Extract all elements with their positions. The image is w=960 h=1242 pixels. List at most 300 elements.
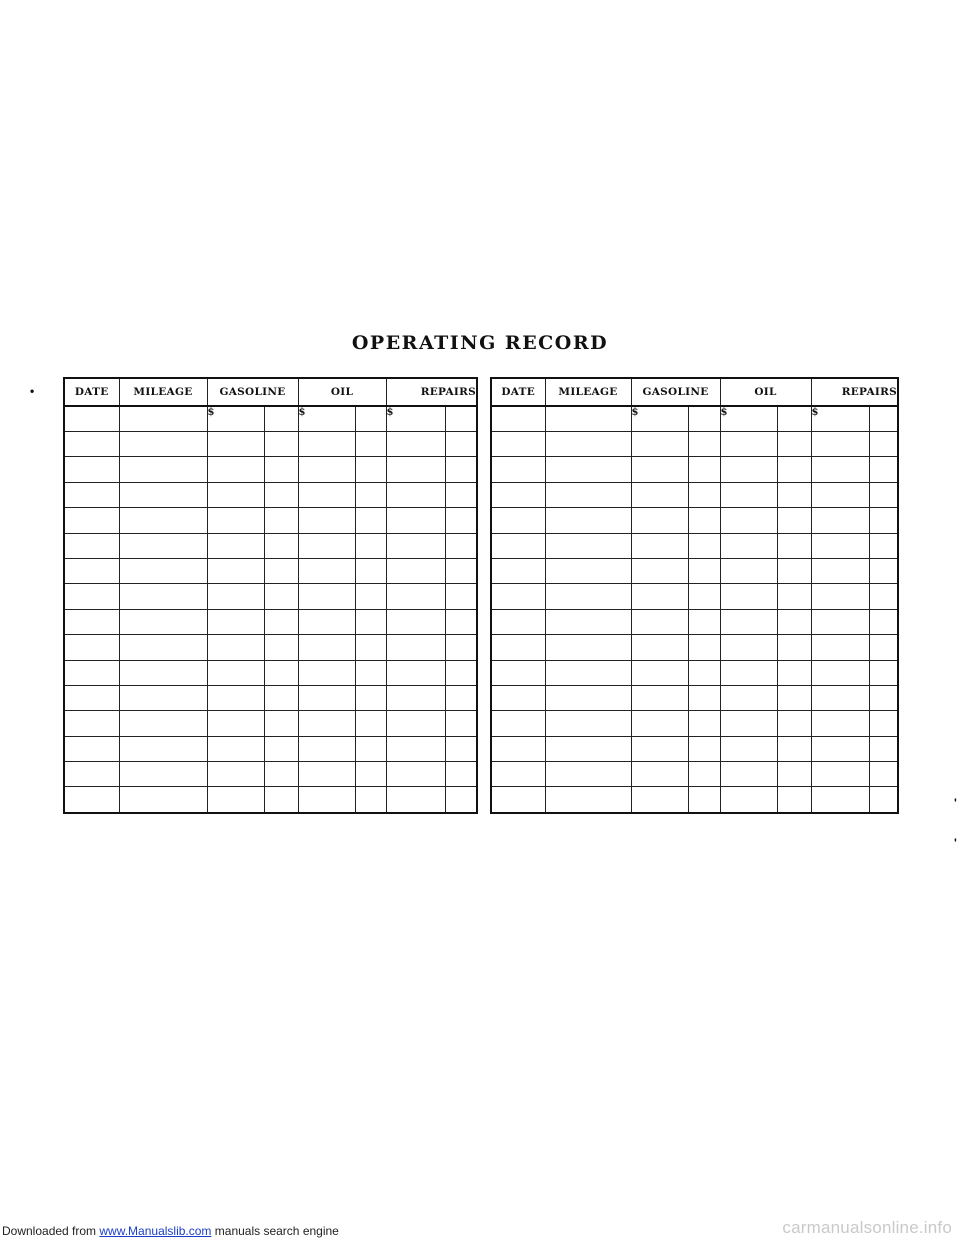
page-title: OPERATING RECORD xyxy=(351,332,609,354)
mileage-cell[interactable] xyxy=(545,584,631,609)
repairs-dollar-cell[interactable] xyxy=(811,736,869,761)
table-row xyxy=(64,533,477,558)
repairs-cents-cell[interactable] xyxy=(445,457,477,482)
oil-dollar-cell[interactable] xyxy=(720,609,777,634)
gasoline-cents-cell[interactable] xyxy=(264,432,298,457)
repairs-header: REPAIRS xyxy=(386,378,477,406)
oil-cents-cell[interactable] xyxy=(355,660,386,685)
gasoline-cents-cell[interactable] xyxy=(688,533,720,558)
table-row xyxy=(491,609,898,634)
repairs-cents-cell[interactable] xyxy=(445,609,477,634)
oil-cents-cell[interactable] xyxy=(777,558,811,583)
oil-cents-cell[interactable] xyxy=(777,635,811,660)
table-row xyxy=(64,508,477,533)
gasoline-dollar-cell[interactable] xyxy=(207,558,264,583)
repairs-cents-cell[interactable] xyxy=(869,711,898,736)
gasoline-cents-cell[interactable] xyxy=(264,787,298,813)
mileage-cell[interactable] xyxy=(545,685,631,710)
date-cell[interactable] xyxy=(491,609,545,634)
oil-cents-cell[interactable] xyxy=(355,711,386,736)
gasoline-dollar-cell[interactable] xyxy=(207,660,264,685)
repairs-cents-cell[interactable] xyxy=(869,432,898,457)
date-cell[interactable] xyxy=(491,457,545,482)
repairs-cents-cell[interactable] xyxy=(869,762,898,787)
repairs-dollar-cell[interactable] xyxy=(386,685,445,710)
oil-cents-cell[interactable] xyxy=(355,432,386,457)
gasoline-cents-cell[interactable] xyxy=(688,584,720,609)
oil-dollar-cell[interactable] xyxy=(298,787,355,813)
date-cell[interactable] xyxy=(491,685,545,710)
mileage-header: MILEAGE xyxy=(545,378,631,406)
repairs-dollar-cell[interactable] xyxy=(386,762,445,787)
oil-cents-cell[interactable] xyxy=(355,762,386,787)
oil-cents-cell[interactable] xyxy=(777,711,811,736)
gasoline-dollar-cell[interactable] xyxy=(207,711,264,736)
oil-dollar-cell[interactable] xyxy=(298,762,355,787)
repairs-dollar-cell[interactable] xyxy=(811,457,869,482)
mileage-cell[interactable] xyxy=(545,533,631,558)
date-cell[interactable] xyxy=(64,457,119,482)
repairs-dollar-cell[interactable] xyxy=(386,457,445,482)
oil-dollar-cell[interactable] xyxy=(720,584,777,609)
repairs-dollar-cell[interactable] xyxy=(811,635,869,660)
repairs-cents-cell[interactable] xyxy=(445,660,477,685)
date-cell[interactable] xyxy=(64,685,119,710)
repairs-cents-cell[interactable] xyxy=(445,558,477,583)
mileage-cell[interactable] xyxy=(119,762,207,787)
repairs-cents-cell[interactable] xyxy=(445,432,477,457)
oil-cents-cell[interactable] xyxy=(355,406,386,432)
table-row xyxy=(64,711,477,736)
oil-dollar-cell[interactable] xyxy=(298,660,355,685)
repairs-dollar-cell[interactable] xyxy=(811,482,869,507)
repairs-dollar-cell[interactable] xyxy=(386,533,445,558)
date-cell[interactable] xyxy=(64,533,119,558)
gasoline-cents-cell[interactable] xyxy=(688,787,720,813)
oil-cents-cell[interactable] xyxy=(355,508,386,533)
date-header: DATE xyxy=(491,378,545,406)
mileage-cell[interactable] xyxy=(119,584,207,609)
oil-cents-cell[interactable] xyxy=(777,508,811,533)
date-cell[interactable] xyxy=(491,711,545,736)
oil-cents-cell[interactable] xyxy=(777,762,811,787)
oil-dollar-cell[interactable] xyxy=(720,635,777,660)
repairs-cents-cell[interactable] xyxy=(869,660,898,685)
repairs-dollar-cell[interactable] xyxy=(386,508,445,533)
date-cell[interactable] xyxy=(64,736,119,761)
repairs-cents-cell[interactable] xyxy=(869,609,898,634)
repairs-cents-cell[interactable] xyxy=(869,508,898,533)
date-cell[interactable] xyxy=(64,762,119,787)
repairs-cents-cell[interactable] xyxy=(445,685,477,710)
table-row xyxy=(64,482,477,507)
gasoline-cents-cell[interactable] xyxy=(264,584,298,609)
oil-dollar-cell[interactable] xyxy=(720,762,777,787)
gasoline-dollar-cell[interactable] xyxy=(207,457,264,482)
gasoline-dollar-cell[interactable] xyxy=(631,558,688,583)
date-cell[interactable] xyxy=(64,558,119,583)
repairs-header: REPAIRS xyxy=(811,378,898,406)
oil-cents-cell[interactable] xyxy=(355,787,386,813)
gasoline-cents-cell[interactable] xyxy=(264,736,298,761)
oil-dollar-cell[interactable] xyxy=(720,685,777,710)
mileage-cell[interactable] xyxy=(545,406,631,432)
gasoline-dollar-cell[interactable] xyxy=(207,508,264,533)
gasoline-cents-cell[interactable] xyxy=(688,457,720,482)
oil-dollar-cell[interactable] xyxy=(298,609,355,634)
oil-dollar-cell[interactable] xyxy=(720,558,777,583)
gasoline-dollar-cell[interactable] xyxy=(631,711,688,736)
oil-dollar-cell[interactable]: $ xyxy=(720,406,777,432)
table-row xyxy=(491,558,898,583)
date-cell[interactable] xyxy=(491,584,545,609)
oil-dollar-cell[interactable] xyxy=(298,482,355,507)
oil-dollar-cell[interactable] xyxy=(720,660,777,685)
gasoline-cents-cell[interactable] xyxy=(688,685,720,710)
gasoline-dollar-cell[interactable] xyxy=(207,584,264,609)
table-row xyxy=(491,711,898,736)
oil-cents-cell[interactable] xyxy=(777,660,811,685)
operating-record-table-right xyxy=(490,377,899,814)
repairs-dollar-cell[interactable] xyxy=(386,558,445,583)
date-cell[interactable] xyxy=(491,406,545,432)
gasoline-dollar-cell[interactable] xyxy=(631,660,688,685)
header-row xyxy=(64,378,477,406)
repairs-dollar-cell[interactable] xyxy=(811,584,869,609)
gasoline-cents-cell[interactable] xyxy=(688,711,720,736)
repairs-cents-cell[interactable] xyxy=(445,635,477,660)
gasoline-dollar-cell[interactable] xyxy=(631,457,688,482)
repairs-cents-cell[interactable] xyxy=(445,482,477,507)
gasoline-cents-cell[interactable] xyxy=(264,685,298,710)
operating-record-table-left xyxy=(63,377,478,814)
table-row xyxy=(491,736,898,761)
gasoline-cents-cell[interactable] xyxy=(688,736,720,761)
mileage-cell[interactable] xyxy=(545,736,631,761)
mileage-cell[interactable] xyxy=(119,432,207,457)
table-row xyxy=(491,635,898,660)
download-footer xyxy=(2,1224,339,1238)
date-cell[interactable] xyxy=(64,482,119,507)
oil-dollar-cell[interactable] xyxy=(720,711,777,736)
date-header: DATE xyxy=(64,378,119,406)
oil-dollar-cell[interactable] xyxy=(720,736,777,761)
date-cell[interactable] xyxy=(64,711,119,736)
table-row xyxy=(491,432,898,457)
table-row xyxy=(491,482,898,507)
mileage-cell[interactable] xyxy=(545,558,631,583)
oil-dollar-cell[interactable] xyxy=(720,533,777,558)
date-cell[interactable] xyxy=(491,482,545,507)
mileage-cell[interactable] xyxy=(119,609,207,634)
gasoline-dollar-cell[interactable] xyxy=(631,635,688,660)
mileage-cell[interactable] xyxy=(545,635,631,660)
mileage-cell[interactable] xyxy=(119,457,207,482)
mileage-cell[interactable] xyxy=(119,660,207,685)
table-row xyxy=(491,457,898,482)
table-row xyxy=(64,558,477,583)
repairs-cents-cell[interactable] xyxy=(445,762,477,787)
repairs-cents-cell[interactable] xyxy=(445,508,477,533)
repairs-dollar-cell[interactable] xyxy=(386,660,445,685)
date-cell[interactable] xyxy=(491,787,545,813)
gasoline-dollar-cell[interactable] xyxy=(207,685,264,710)
gasoline-dollar-cell[interactable] xyxy=(631,609,688,634)
oil-cents-cell[interactable] xyxy=(355,609,386,634)
date-cell[interactable] xyxy=(491,558,545,583)
table-row xyxy=(64,584,477,609)
mileage-cell[interactable] xyxy=(119,533,207,558)
gasoline-cents-cell[interactable] xyxy=(264,533,298,558)
gasoline-dollar-cell[interactable] xyxy=(631,432,688,457)
oil-dollar-cell[interactable] xyxy=(298,736,355,761)
margin-mark: ' xyxy=(954,796,957,810)
repairs-dollar-cell[interactable] xyxy=(386,711,445,736)
repairs-dollar-cell[interactable] xyxy=(811,533,869,558)
gasoline-dollar-cell[interactable] xyxy=(207,432,264,457)
gasoline-dollar-cell[interactable] xyxy=(631,787,688,813)
repairs-cents-cell[interactable] xyxy=(869,736,898,761)
repairs-cents-cell[interactable] xyxy=(445,711,477,736)
gasoline-cents-cell[interactable] xyxy=(688,660,720,685)
repairs-dollar-cell[interactable] xyxy=(386,787,445,813)
gasoline-cents-cell[interactable] xyxy=(688,558,720,583)
mileage-cell[interactable] xyxy=(119,711,207,736)
gasoline-dollar-cell[interactable] xyxy=(207,533,264,558)
gasoline-cents-cell[interactable] xyxy=(688,508,720,533)
repairs-dollar-cell[interactable] xyxy=(386,609,445,634)
oil-dollar-cell[interactable] xyxy=(298,584,355,609)
oil-cents-cell[interactable] xyxy=(355,533,386,558)
oil-dollar-cell[interactable] xyxy=(720,508,777,533)
date-cell[interactable] xyxy=(491,508,545,533)
table-row xyxy=(491,660,898,685)
oil-cents-cell[interactable] xyxy=(777,482,811,507)
mileage-cell[interactable] xyxy=(119,406,207,432)
repairs-cents-cell[interactable] xyxy=(869,584,898,609)
date-cell[interactable] xyxy=(64,584,119,609)
repairs-dollar-cell[interactable] xyxy=(386,482,445,507)
oil-dollar-cell[interactable] xyxy=(720,787,777,813)
oil-dollar-cell[interactable] xyxy=(298,558,355,583)
gasoline-cents-cell[interactable] xyxy=(688,432,720,457)
gasoline-dollar-cell[interactable] xyxy=(207,635,264,660)
date-cell[interactable] xyxy=(491,432,545,457)
repairs-dollar-cell[interactable] xyxy=(811,787,869,813)
repairs-cents-cell[interactable] xyxy=(445,406,477,432)
oil-cents-cell[interactable] xyxy=(355,584,386,609)
footer-suffix: manuals search engine xyxy=(211,1224,339,1238)
gasoline-cents-cell[interactable] xyxy=(264,711,298,736)
gasoline-dollar-cell[interactable] xyxy=(207,762,264,787)
repairs-dollar-cell[interactable] xyxy=(811,685,869,710)
oil-dollar-cell[interactable] xyxy=(720,432,777,457)
mileage-cell[interactable] xyxy=(545,482,631,507)
date-cell[interactable] xyxy=(491,736,545,761)
mileage-header: MILEAGE xyxy=(119,378,207,406)
table-row xyxy=(491,787,898,813)
gasoline-dollar-cell[interactable] xyxy=(631,533,688,558)
dollar-row xyxy=(491,406,898,432)
gasoline-cents-cell[interactable] xyxy=(264,609,298,634)
mileage-cell[interactable] xyxy=(119,685,207,710)
table-row xyxy=(64,660,477,685)
repairs-cents-cell[interactable] xyxy=(869,482,898,507)
oil-cents-cell[interactable] xyxy=(777,736,811,761)
oil-dollar-cell[interactable] xyxy=(298,457,355,482)
oil-cents-cell[interactable] xyxy=(355,558,386,583)
mileage-cell[interactable] xyxy=(119,482,207,507)
manualslib-link[interactable]: www.Manualslib.com xyxy=(99,1224,212,1238)
gasoline-cents-cell[interactable] xyxy=(688,406,720,432)
date-cell[interactable] xyxy=(64,508,119,533)
gasoline-dollar-cell[interactable]: $ xyxy=(207,406,264,432)
mileage-cell[interactable] xyxy=(119,635,207,660)
oil-cents-cell[interactable] xyxy=(777,457,811,482)
gasoline-cents-cell[interactable] xyxy=(264,635,298,660)
repairs-cents-cell[interactable] xyxy=(869,685,898,710)
oil-dollar-cell[interactable] xyxy=(298,685,355,710)
table-row xyxy=(491,762,898,787)
date-cell[interactable] xyxy=(64,609,119,634)
gasoline-cents-cell[interactable] xyxy=(264,406,298,432)
gasoline-dollar-cell[interactable] xyxy=(631,762,688,787)
table-row xyxy=(64,762,477,787)
oil-cents-cell[interactable] xyxy=(777,533,811,558)
oil-cents-cell[interactable] xyxy=(777,406,811,432)
oil-dollar-cell[interactable] xyxy=(298,711,355,736)
gasoline-dollar-cell[interactable] xyxy=(207,482,264,507)
date-cell[interactable] xyxy=(491,762,545,787)
repairs-dollar-cell[interactable] xyxy=(386,584,445,609)
mileage-cell[interactable] xyxy=(545,457,631,482)
gasoline-cents-cell[interactable] xyxy=(264,508,298,533)
repairs-cents-cell[interactable] xyxy=(869,533,898,558)
table-row xyxy=(491,685,898,710)
gasoline-dollar-cell[interactable] xyxy=(207,609,264,634)
oil-dollar-cell[interactable] xyxy=(298,432,355,457)
mileage-cell[interactable] xyxy=(545,762,631,787)
footer-prefix: Downloaded from xyxy=(2,1224,100,1238)
oil-dollar-cell[interactable] xyxy=(298,635,355,660)
gasoline-dollar-cell[interactable] xyxy=(631,482,688,507)
repairs-cents-cell[interactable] xyxy=(445,584,477,609)
gasoline-dollar-cell[interactable] xyxy=(631,584,688,609)
oil-cents-cell[interactable] xyxy=(355,482,386,507)
margin-dot: • xyxy=(30,384,35,398)
gasoline-dollar-cell[interactable]: $ xyxy=(631,406,688,432)
repairs-dollar-cell[interactable] xyxy=(811,660,869,685)
table-row xyxy=(491,508,898,533)
oil-dollar-cell[interactable] xyxy=(298,508,355,533)
repairs-dollar-cell[interactable] xyxy=(811,508,869,533)
oil-cents-cell[interactable] xyxy=(355,736,386,761)
repairs-cents-cell[interactable] xyxy=(445,533,477,558)
mileage-cell[interactable] xyxy=(545,711,631,736)
gasoline-cents-cell[interactable] xyxy=(264,558,298,583)
gasoline-cents-cell[interactable] xyxy=(264,762,298,787)
repairs-dollar-cell[interactable] xyxy=(386,432,445,457)
date-cell[interactable] xyxy=(491,660,545,685)
table-row xyxy=(491,533,898,558)
repairs-cents-cell[interactable] xyxy=(869,406,898,432)
date-cell[interactable] xyxy=(64,635,119,660)
mileage-cell[interactable] xyxy=(545,432,631,457)
date-cell[interactable] xyxy=(64,787,119,813)
gasoline-dollar-cell[interactable] xyxy=(631,508,688,533)
gasoline-cents-cell[interactable] xyxy=(688,482,720,507)
repairs-dollar-cell[interactable] xyxy=(386,635,445,660)
repairs-dollar-cell[interactable] xyxy=(386,736,445,761)
repairs-cents-cell[interactable] xyxy=(445,736,477,761)
gasoline-cents-cell[interactable] xyxy=(264,482,298,507)
table-row xyxy=(64,432,477,457)
mileage-cell[interactable] xyxy=(545,508,631,533)
gasoline-dollar-cell[interactable] xyxy=(631,685,688,710)
oil-dollar-cell[interactable]: $ xyxy=(298,406,355,432)
oil-header: OIL xyxy=(298,378,386,406)
oil-cents-cell[interactable] xyxy=(355,685,386,710)
repairs-dollar-cell[interactable] xyxy=(811,609,869,634)
mileage-cell[interactable] xyxy=(119,558,207,583)
oil-dollar-cell[interactable] xyxy=(720,482,777,507)
mileage-cell[interactable] xyxy=(119,508,207,533)
repairs-cents-cell[interactable] xyxy=(445,787,477,813)
oil-cents-cell[interactable] xyxy=(777,584,811,609)
gasoline-dollar-cell[interactable] xyxy=(207,736,264,761)
mileage-cell[interactable] xyxy=(119,787,207,813)
date-cell[interactable] xyxy=(64,432,119,457)
oil-cents-cell[interactable] xyxy=(355,635,386,660)
repairs-dollar-cell[interactable]: $ xyxy=(811,406,869,432)
mileage-cell[interactable] xyxy=(545,660,631,685)
repairs-dollar-cell[interactable] xyxy=(811,558,869,583)
repairs-cents-cell[interactable] xyxy=(869,457,898,482)
gasoline-header: GASOLINE xyxy=(631,378,720,406)
gasoline-dollar-cell[interactable] xyxy=(631,736,688,761)
gasoline-cents-cell[interactable] xyxy=(688,762,720,787)
mileage-cell[interactable] xyxy=(119,736,207,761)
oil-dollar-cell[interactable] xyxy=(720,457,777,482)
table-row xyxy=(64,609,477,634)
oil-cents-cell[interactable] xyxy=(355,457,386,482)
date-cell[interactable] xyxy=(64,660,119,685)
mileage-cell[interactable] xyxy=(545,609,631,634)
mileage-cell[interactable] xyxy=(545,787,631,813)
repairs-dollar-cell[interactable] xyxy=(811,762,869,787)
repairs-cents-cell[interactable] xyxy=(869,558,898,583)
oil-cents-cell[interactable] xyxy=(777,685,811,710)
oil-dollar-cell[interactable] xyxy=(298,533,355,558)
gasoline-cents-cell[interactable] xyxy=(688,635,720,660)
date-cell[interactable] xyxy=(491,533,545,558)
gasoline-cents-cell[interactable] xyxy=(688,609,720,634)
date-cell[interactable] xyxy=(491,635,545,660)
date-cell[interactable] xyxy=(64,406,119,432)
oil-cents-cell[interactable] xyxy=(777,787,811,813)
repairs-dollar-cell[interactable] xyxy=(811,711,869,736)
repairs-cents-cell[interactable] xyxy=(869,787,898,813)
oil-cents-cell[interactable] xyxy=(777,609,811,634)
table-row xyxy=(64,736,477,761)
gasoline-dollar-cell[interactable] xyxy=(207,787,264,813)
gasoline-cents-cell[interactable] xyxy=(264,660,298,685)
repairs-dollar-cell[interactable] xyxy=(811,432,869,457)
gasoline-cents-cell[interactable] xyxy=(264,457,298,482)
repairs-dollar-cell[interactable]: $ xyxy=(386,406,445,432)
oil-cents-cell[interactable] xyxy=(777,432,811,457)
repairs-cents-cell[interactable] xyxy=(869,635,898,660)
